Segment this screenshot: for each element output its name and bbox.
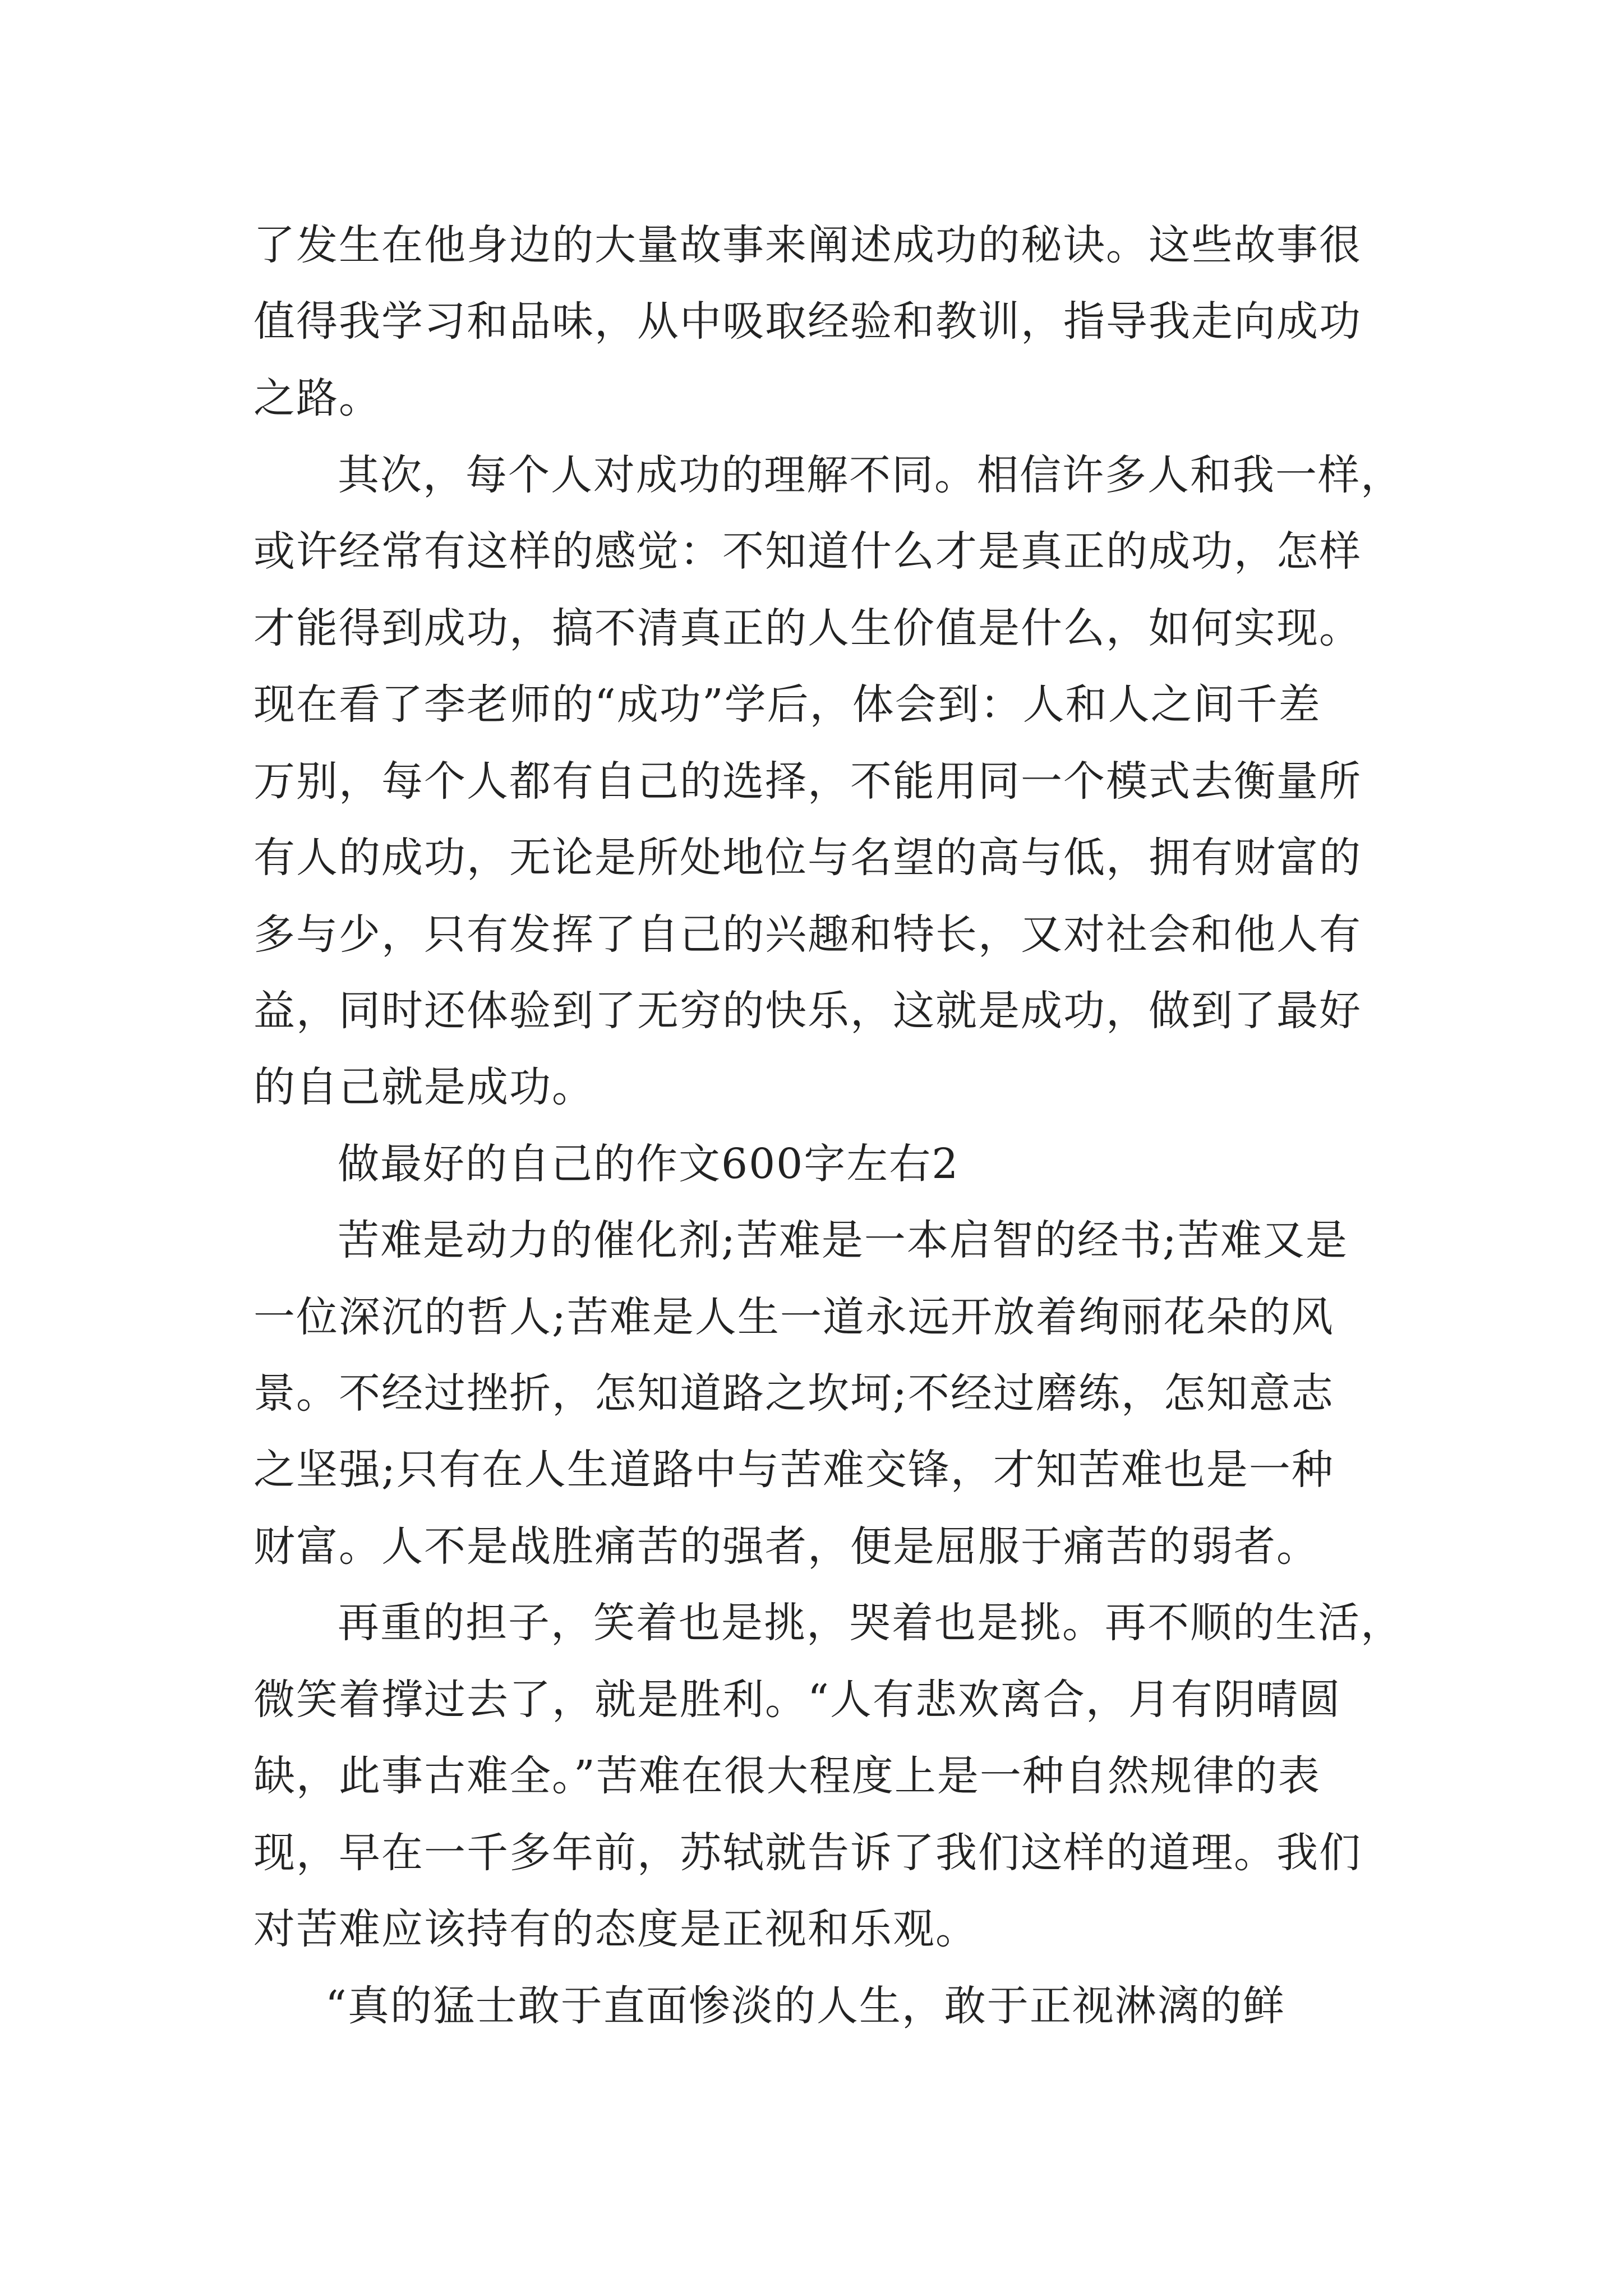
text-line: 之坚强;只有在人生道路中与苦难交锋，才知苦难也是一种 bbox=[253, 1446, 1334, 1494]
text-line: 的自己就是成功。 bbox=[253, 1063, 594, 1111]
text-line: 了发生在他身边的大量故事来阐述成功的秘诀。这些故事很 bbox=[253, 221, 1362, 269]
section-heading: 做最好的自己的作文600字左右2 bbox=[338, 1140, 960, 1188]
text-line: 现在看了李老师的“成功”学后，体会到：人和人之间千差 bbox=[253, 680, 1321, 729]
text-line: 才能得到成功，搞不清真正的人生价值是什么，如何实现。 bbox=[253, 604, 1362, 652]
text-line: 一位深沉的哲人;苦难是人生一道永远开放着绚丽花朵的风 bbox=[253, 1293, 1334, 1341]
text-line: 万别，每个人都有自己的选择，不能用同一个模式去衡量所 bbox=[253, 757, 1362, 806]
text-line: 益，同时还体验到了无穷的快乐，这就是成功，做到了最好 bbox=[253, 987, 1362, 1035]
text-line: 值得我学习和品味，从中吸取经验和教训，指导我走向成功 bbox=[253, 297, 1362, 346]
text-line: 对苦难应该持有的态度是正视和乐观。 bbox=[253, 1905, 978, 1953]
paragraph-first-line: 其次，每个人对成功的理解不同。相信许多人和我一样， bbox=[338, 451, 1403, 499]
paragraph-first-line: 苦难是动力的催化剂;苦难是一本启智的经书;苦难又是 bbox=[338, 1216, 1348, 1264]
text-line: 或许经常有这样的感觉：不知道什么才是真正的成功，怎样 bbox=[253, 527, 1362, 576]
paragraph-first-line: “真的猛士敢于直面惨淡的人生，敢于正视淋漓的鲜 bbox=[325, 1982, 1285, 2030]
text-line: 景。不经过挫折，怎知道路之坎坷;不经过磨练，怎知意志 bbox=[253, 1369, 1334, 1418]
paragraph-first-line: 再重的担子，笑着也是挑，哭着也是挑。再不顺的生活， bbox=[338, 1599, 1403, 1647]
text-line: 现，早在一千多年前，苏轼就告诉了我们这样的道理。我们 bbox=[253, 1829, 1362, 1877]
text-line: 财富。人不是战胜痛苦的强者，便是屈服于痛苦的弱者。 bbox=[253, 1522, 1319, 1571]
text-line: 之路。 bbox=[253, 374, 381, 422]
text-line: 有人的成功，无论是所处地位与名望的高与低，拥有财富的 bbox=[253, 834, 1362, 882]
text-line: 缺，此事古难全。”苦难在很大程度上是一种自然规律的表 bbox=[253, 1752, 1321, 1800]
text-line: 微笑着撑过去了，就是胜利。“人有悲欢离合，月有阴晴圆 bbox=[253, 1676, 1341, 1724]
text-line: 多与少，只有发挥了自己的兴趣和特长，又对社会和他人有 bbox=[253, 910, 1362, 959]
